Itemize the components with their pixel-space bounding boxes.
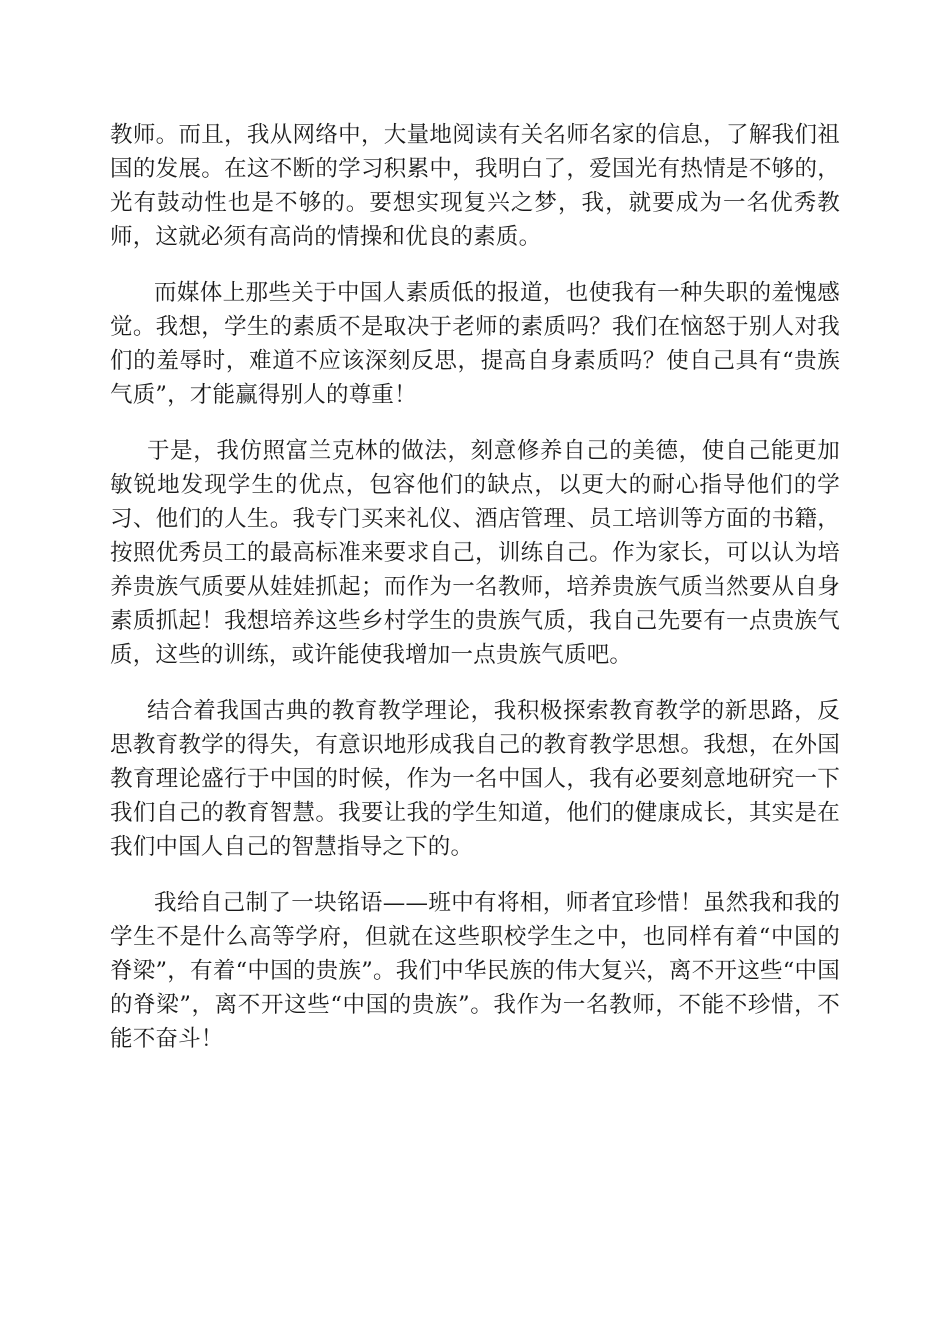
- paragraph-2: 而媒体上那些关于中国人素质低的报道，也使我有一种失职的羞愧感觉。我想，学生的素质不是取决于老师的素质吗？我们在恼怒于别人对我们的羞辱时，难道不应该深刻反思，提高自身素质吗？使自己具有“贵族气质”，才能赢得别人的尊重！: [110, 280, 840, 408]
- paragraph-5: 我给自己制了一块铭语——班中有将相，师者宜珍惜！虽然我和我的学生不是什么高等学府，但就在这些职校学生之中，也同样有着“中国的脊梁”，有着“中国的贵族”。我们中华民族的伟大复兴，离不开这些“中国的脊梁”，离不开这些“中国的贵族”。我作为一名教师，不能不珍惜，不能不奋斗！: [110, 890, 840, 1052]
- paragraph-4: 结合着我国古典的教育教学理论，我积极探索教育教学的新思路，反思教育教学的得失，有意识地形成我自己的教育教学思想。我想，在外国教育理论盛行于中国的时候，作为一名中国人，我有必要刻意地研究一下我们自己的教育智慧。我要让我的学生知道，他们的健康成长，其实是在我们中国人自己的智慧指导之下的。: [110, 698, 840, 860]
- paragraph-3: 于是，我仿照富兰克林的做法，刻意修养自己的美德，使自己能更加敏锐地发现学生的优点，包容他们的缺点，以更大的耐心指导他们的学习、他们的人生。我专门买来礼仪、酒店管理、员工培训等方面的书籍，按照优秀员工的最高标准来要求自己，训练自己。作为家长，可以认为培养贵族气质要从娃娃抓起；而作为一名教师，培养贵族气质当然要从自身素质抓起！我想培养这些乡村学生的贵族气质，我自己先要有一点贵族气质，这些的训练，或许能使我增加一点贵族气质吧。: [110, 438, 840, 668]
- paragraph-1: 教师。而且，我从网络中，大量地阅读有关名师名家的信息，了解我们祖国的发展。在这不断的学习积累中，我明白了，爱国光有热情是不够的，光有鼓动性也是不够的。要想实现复兴之梦，我，就要成为一名优秀教师，这就必须有高尚的情操和优良的素质。: [110, 122, 840, 250]
- document-body: [110, 118, 840, 1056]
